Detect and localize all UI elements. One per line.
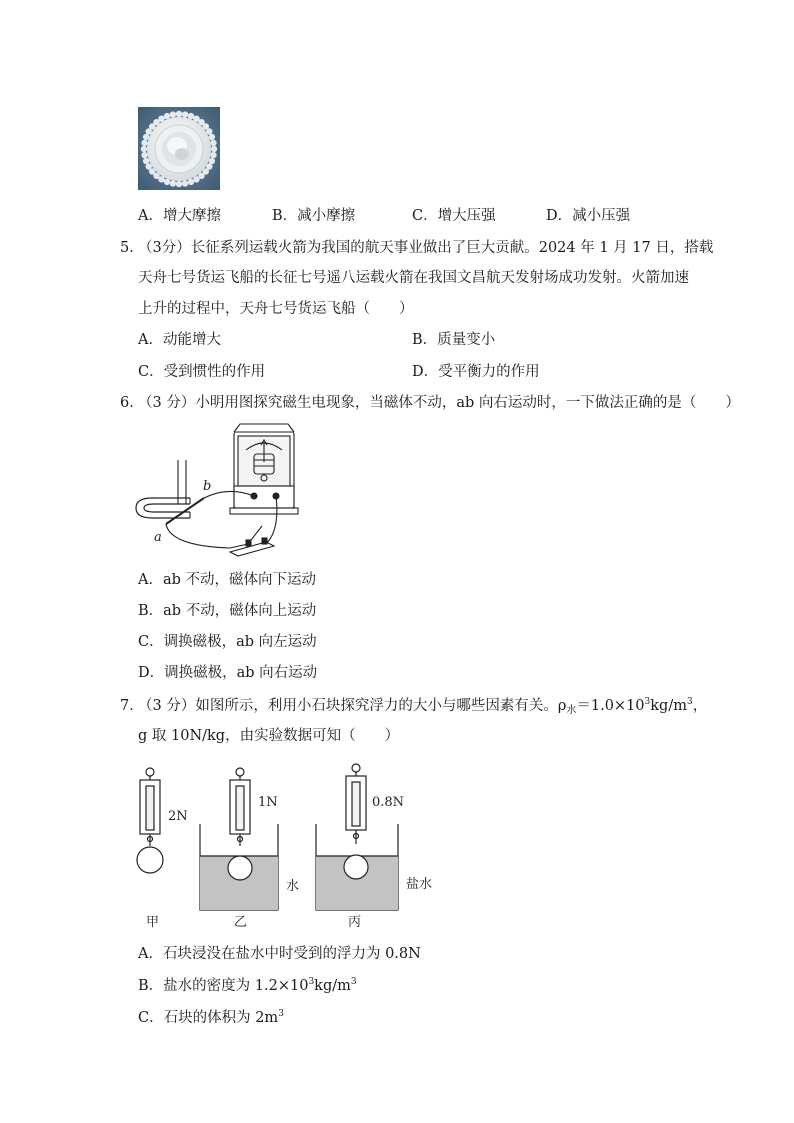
reading-jia: 2N — [168, 809, 188, 824]
q4-option-b: B．减小摩擦 — [272, 208, 356, 224]
q5-stem-line-3: 上升的过程中，天舟七号货运飞船（ ） — [138, 301, 414, 317]
q6-option-a: A．ab 不动，磁体向下运动 — [138, 572, 317, 588]
gear-tooth — [176, 181, 182, 187]
electromagnetic-induction-figure — [130, 420, 310, 560]
label-a: a — [154, 530, 162, 545]
q5-stem-line-2: 天舟七号货运飞船的长征七号遥八运载火箭在我国文昌航天发射场成功发射。火箭加速 — [138, 270, 689, 286]
gear-tooth — [164, 113, 170, 119]
gear-tooth — [143, 158, 149, 164]
gear-tooth — [209, 158, 215, 164]
gear-tooth — [209, 134, 215, 140]
q5-number: 5． — [120, 240, 144, 256]
gear-tooth — [170, 180, 176, 186]
label-b: b — [203, 479, 212, 494]
gear-tooth — [182, 111, 188, 117]
q7-option-b: B．盐水的密度为 $1.2\times 10^3kg/m^3$ — [138, 977, 357, 994]
gear-tooth — [141, 146, 147, 152]
q6-stem: （3 分）小明用图探究磁生电现象，当磁体不动，ab 向右运动时，一下做法正确的是（ ） — [138, 395, 740, 411]
q7-stem-line-2: g 取 10N/kg，由实验数据可知（ ） — [138, 728, 400, 744]
q7-option-a: A．石块浸没在盐水中时受到的浮力为 0.8N — [138, 946, 421, 962]
reading-yi: 1N — [258, 795, 278, 810]
gear-tooth — [143, 134, 149, 140]
gear-tooth — [164, 179, 170, 185]
q5-option-c: C．受到惯性的作用 — [138, 364, 266, 380]
q5-option-d: D．受平衡力的作用 — [412, 364, 540, 380]
label-bing: 丙 — [348, 915, 362, 930]
q7-stem-line-1: （3 分）如图所示，利用小石块探究浮力的大小与哪些因素有关。$\rho_水=1.0\times 10^3kg/m^3$， — [138, 697, 708, 716]
label-jia: 甲 — [146, 915, 160, 930]
q6-option-c: C．调换磁极，ab 向左运动 — [138, 634, 317, 650]
gear-tooth — [141, 152, 147, 158]
q4-option-a: A．增大摩擦 — [138, 208, 221, 224]
q7-option-c: C．石块的体积为 $2m^3$ — [138, 1009, 284, 1026]
q6-number: 6． — [120, 395, 144, 411]
gear-tooth — [182, 180, 188, 186]
q6-option-d: D．调换磁极，ab 向右运动 — [138, 665, 318, 681]
reading-bing: 0.8N — [372, 795, 405, 810]
gear-tooth — [188, 179, 194, 185]
q5-stem-line-1: （3分）长征系列运载火箭为我国的航天事业做出了巨大贡献。2024 年 1 月 17 日，搭载 — [138, 240, 714, 256]
label-yi: 乙 — [234, 915, 248, 930]
q5-option-b: B．质量变小 — [412, 332, 496, 348]
liquid-label-water: 水 — [286, 879, 300, 894]
gear-tooth — [176, 111, 182, 117]
q7-number: 7． — [120, 698, 144, 714]
gear-tooth — [210, 140, 216, 146]
gear-tooth — [188, 113, 194, 119]
gear-tooth — [211, 146, 217, 152]
q4-option-d: D．减小压强 — [546, 208, 631, 224]
gear-tooth — [170, 111, 176, 117]
q5-option-a: A．动能增大 — [138, 332, 221, 348]
q6-option-b: B．ab 不动，磁体向上运动 — [138, 603, 317, 619]
liquid-label-saltwater: 盐水 — [406, 877, 433, 892]
gear-tooth — [141, 140, 147, 146]
gear-photo — [138, 107, 220, 190]
buoyancy-experiment-figure — [130, 762, 450, 932]
gear-tooth — [210, 152, 216, 158]
q4-option-c: C．增大压强 — [412, 208, 496, 224]
